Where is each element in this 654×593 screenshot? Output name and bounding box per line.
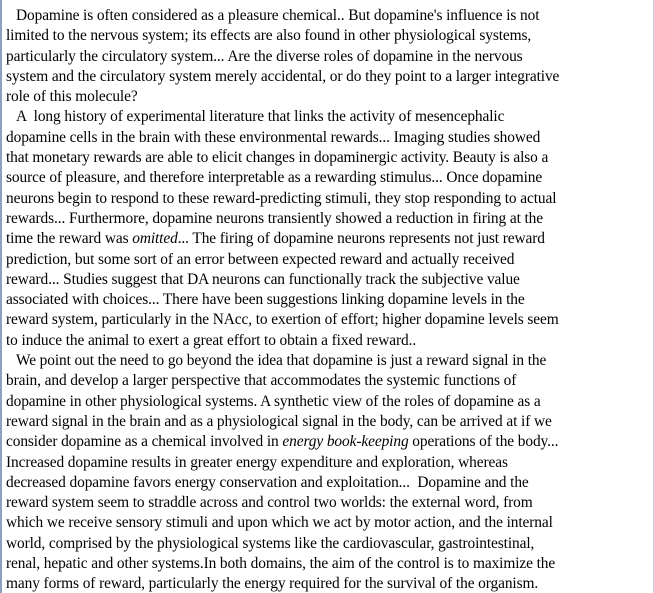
paragraph bbox=[6, 6, 648, 107]
paragraph-line: brain, and develop a larger perspective that accommodates the systemic functions of bbox=[6, 372, 517, 390]
line-text: time the reward was bbox=[6, 230, 133, 248]
paragraph-line: that monetary rewards are able to elicit changes in dopaminergic activity. Beauty is also a bbox=[6, 149, 549, 167]
paragraph-line: many forms of reward, particularly the energy required for the survival of the organism. bbox=[6, 575, 539, 593]
paragraph-line: dopamine in other physiological systems. A synthetic view of the roles of dopamine as a bbox=[6, 392, 541, 410]
paragraph-line: neurons begin to respond to these reward-predicting stimuli, they stop responding to actual bbox=[6, 189, 557, 207]
paragraph-line: system and the circulatory system merely accidental, or do they point to a larger integrative bbox=[6, 67, 560, 85]
paragraph bbox=[6, 351, 648, 593]
paragraph-line: renal, hepatic and other systems.In both domains, the aim of the control is to maximize the bbox=[6, 555, 556, 573]
paragraph-line: Increased dopamine results in greater energy expenditure and exploration, whereas bbox=[6, 453, 508, 471]
line-text: operations of the body... bbox=[408, 433, 559, 451]
paragraph-line: which we receive sensory stimuli and upon which we act by motor action, and the internal bbox=[6, 514, 553, 532]
paragraph-line: to induce the animal to exert a great effort to obtain a fixed reward.. bbox=[6, 331, 417, 349]
paragraph bbox=[6, 107, 648, 351]
page-left-border bbox=[0, 0, 2, 593]
paragraph-line: reward signal in the brain and as a physiological signal in the body, can be arrived at if we bbox=[6, 412, 552, 430]
paragraph-line: dopamine cells in the brain with these environmental rewards... Imaging studies showed bbox=[6, 128, 541, 146]
paragraph-line: world, comprised by the physiological systems like the cardiovascular, gastrointestinal, bbox=[6, 534, 535, 552]
paragraph-line: role of this molecule? bbox=[6, 88, 138, 106]
line-text: consider dopamine as a chemical involved in bbox=[6, 433, 283, 451]
paragraph-line bbox=[6, 229, 648, 249]
paragraph-line: source of pleasure, and therefore interpretable as a rewarding stimulus... Once dopamine bbox=[6, 169, 543, 187]
line-text: ... The firing of dopamine neurons represents not just reward bbox=[177, 230, 545, 248]
paragraph-line: Dopamine is often considered as a pleasure chemical.. But dopamine's influence is not bbox=[16, 7, 540, 24]
paragraph-line: particularly the circulatory system... Are the diverse roles of dopamine in the nervous bbox=[6, 47, 523, 65]
document-body[interactable] bbox=[6, 6, 648, 593]
paragraph-line: A long history of experimental literature that links the activity of mesencephalic bbox=[16, 108, 505, 126]
paragraph-line bbox=[6, 432, 648, 452]
paragraph-line: limited to the nervous system; its effects are also found in other physiological systems, bbox=[6, 27, 532, 45]
paragraph-line: decreased dopamine favors energy conservation and exploitation... Dopamine and the bbox=[6, 473, 529, 491]
paragraph-line: rewards... Furthermore, dopamine neurons transiently showed a reduction in firing at the bbox=[6, 209, 543, 227]
paragraph-line: prediction, but some sort of an error between expected reward and actually received bbox=[6, 250, 515, 268]
paragraph-line: associated with choices... There have been suggestions linking dopamine levels in the bbox=[6, 291, 525, 309]
paragraph-line: reward... Studies suggest that DA neurons can functionally track the subjective value bbox=[6, 270, 520, 288]
paragraph-line: reward system seem to straddle across and control two worlds: the external word, from bbox=[6, 494, 533, 512]
paragraph-line: We point out the need to go beyond the idea that dopamine is just a reward signal in the bbox=[16, 352, 547, 370]
emphasized-text: omitted bbox=[132, 230, 178, 248]
paragraph-line: reward system, particularly in the NAcc, to exertion of effort; higher dopamine levels seem bbox=[6, 311, 559, 329]
emphasized-text: energy book-keeping bbox=[282, 433, 409, 451]
